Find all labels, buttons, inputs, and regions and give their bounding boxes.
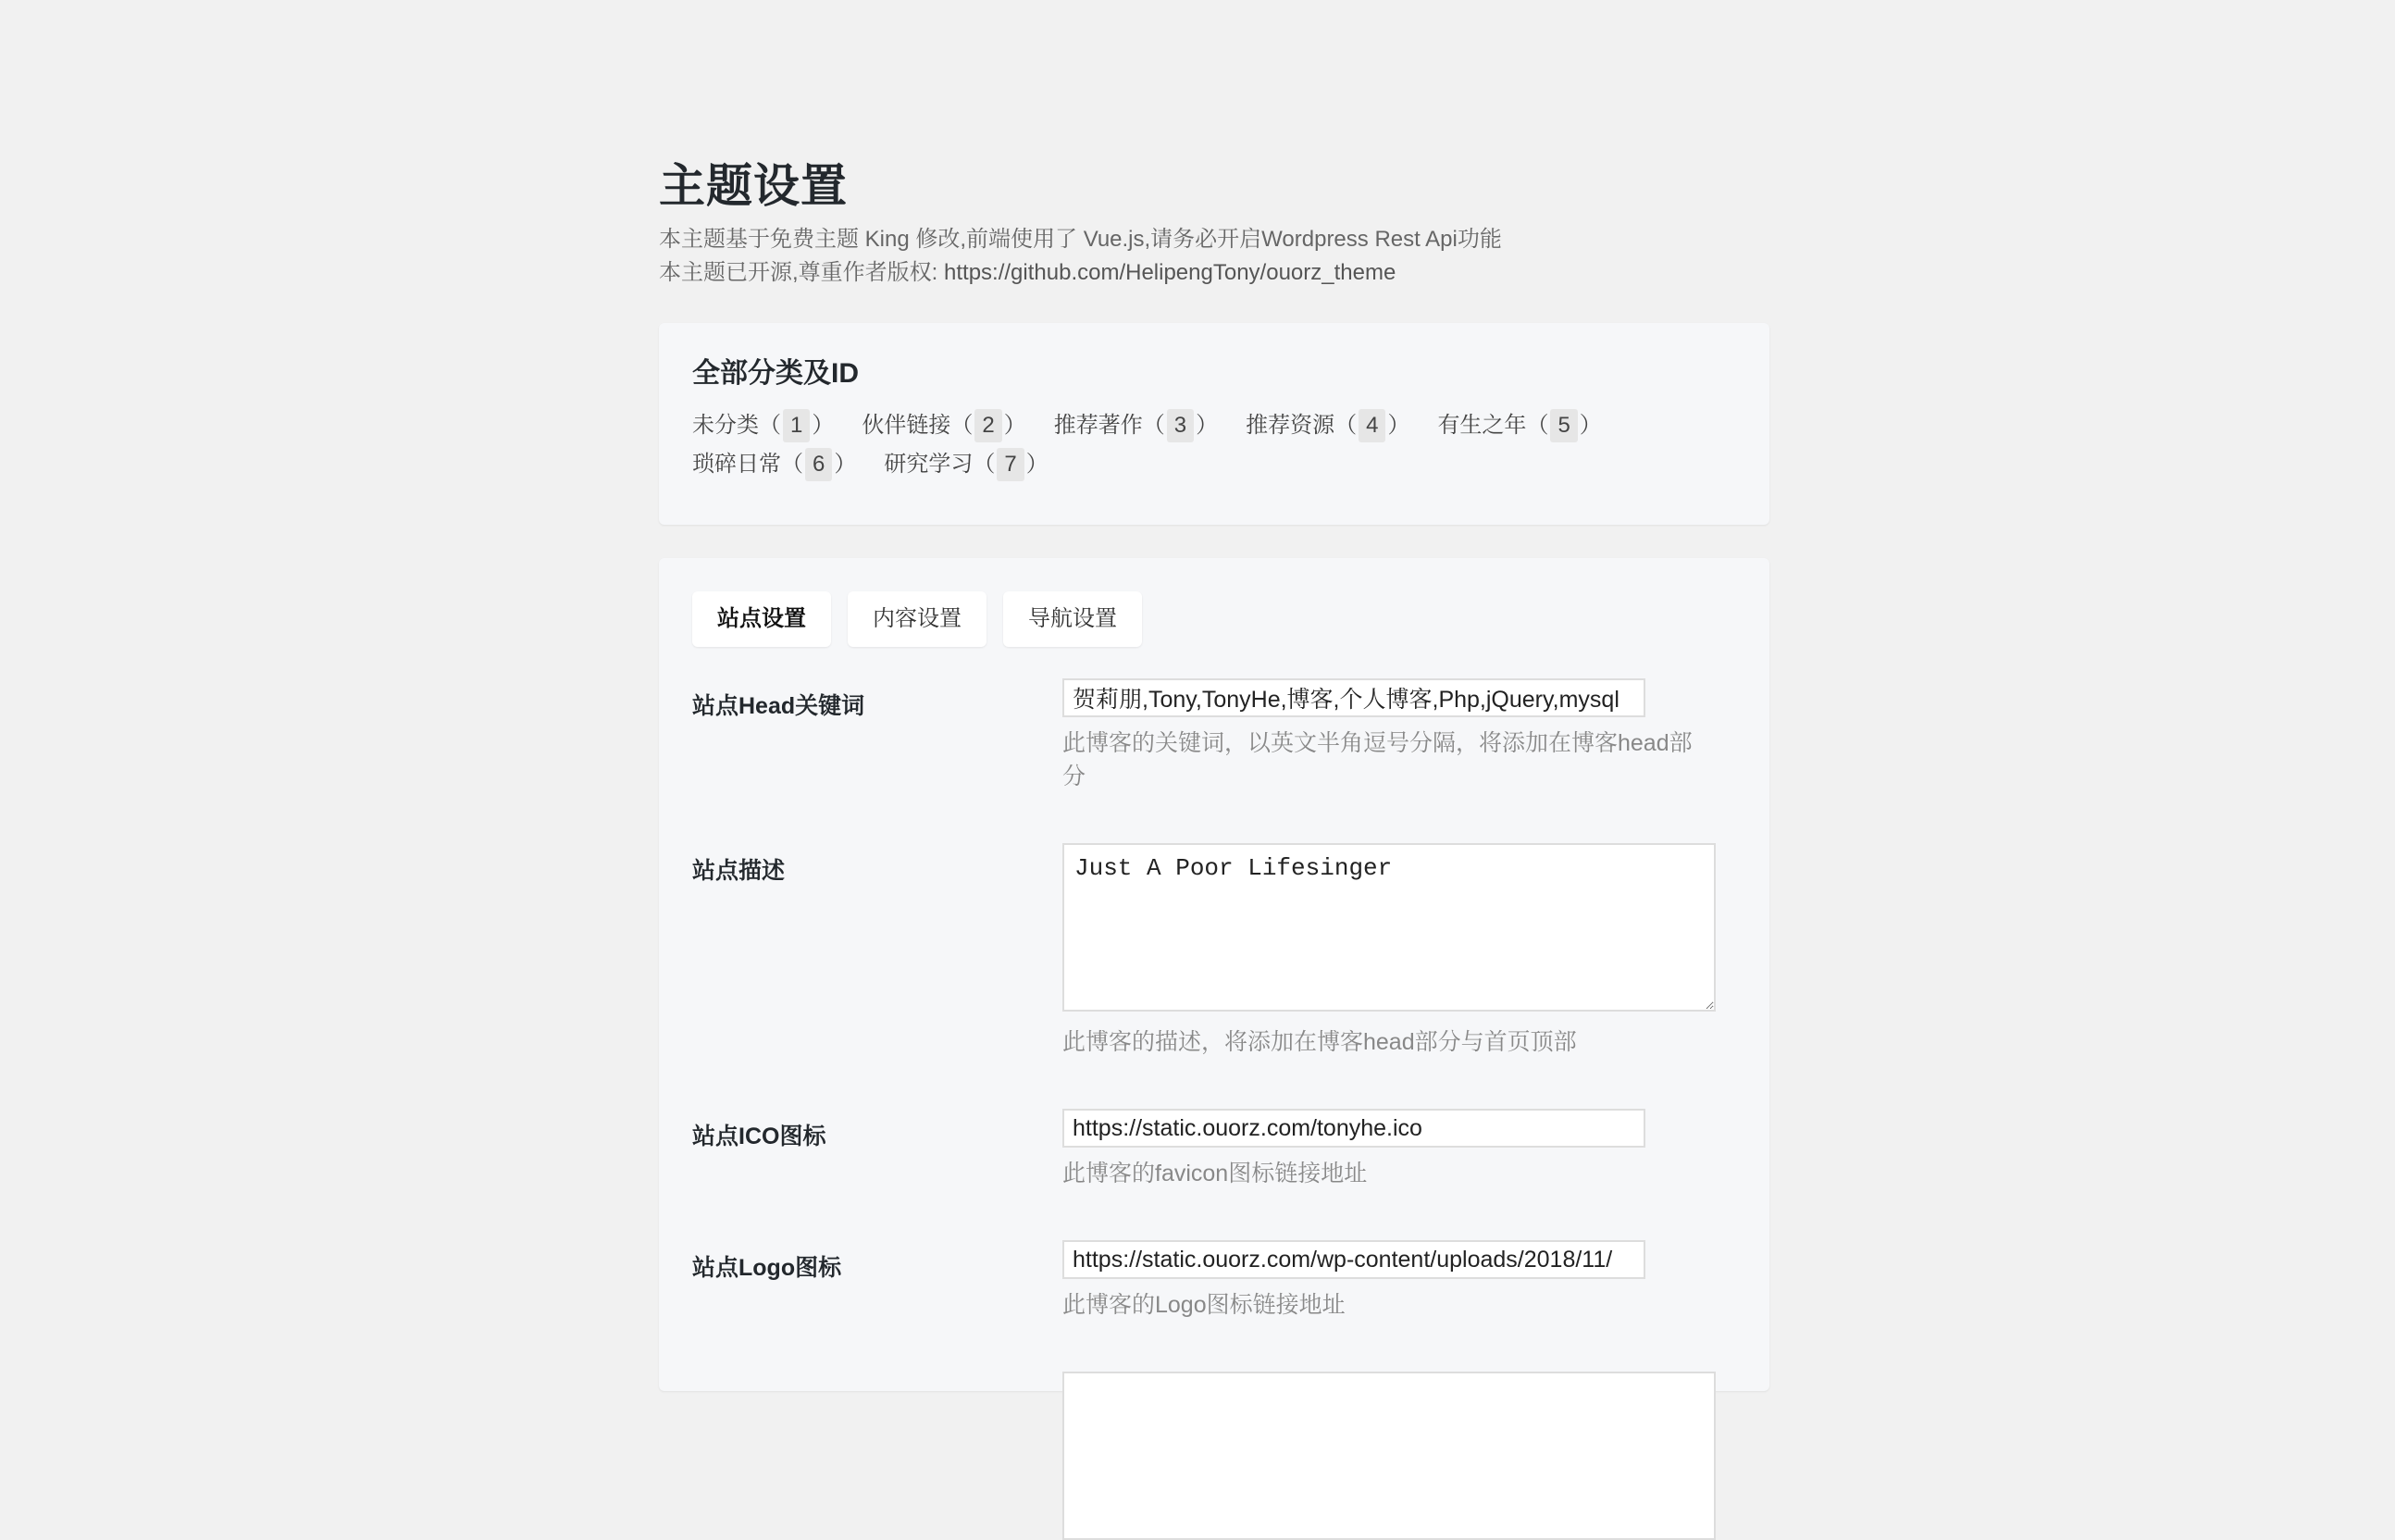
category-item — [692, 406, 834, 445]
category-item — [1437, 406, 1601, 445]
logo-input[interactable] — [1062, 1240, 1645, 1279]
category-item — [1054, 406, 1218, 445]
paren-open: （ — [950, 413, 974, 438]
page-title: 主题设置 — [659, 160, 848, 212]
intro-line-2-prefix: 本主题已开源,尊重作者版权: — [659, 260, 945, 285]
keywords-desc: 此博客的关键词，以英文半角逗号分隔，将添加在博客head部分 — [1062, 730, 1693, 789]
field-row-description — [692, 843, 1736, 1059]
category-item — [692, 445, 856, 484]
category-id-badge: 7 — [997, 448, 1024, 481]
category-item — [862, 406, 1025, 445]
logo-label: 站点Logo图标 — [692, 1255, 842, 1281]
intro-line-1: 本主题基于免费主题 King 修改,前端使用了 Vue.js,请务必开启Wordpress Rest Api功能 — [659, 227, 1502, 252]
ico-input[interactable] — [1062, 1109, 1645, 1148]
settings-card — [659, 558, 1769, 1391]
paren-open: （ — [973, 452, 996, 477]
categories-card — [659, 323, 1769, 525]
category-id-badge: 2 — [974, 409, 1001, 442]
keywords-input[interactable] — [1062, 678, 1645, 717]
partial-label — [692, 1372, 1062, 1540]
field-row-logo — [692, 1240, 1736, 1322]
ico-desc: 此博客的favicon图标链接地址 — [1062, 1161, 1368, 1186]
description-textarea[interactable] — [1062, 843, 1716, 1012]
tab-content[interactable]: 内容设置 — [848, 591, 987, 647]
intro-line-2 — [659, 256, 1769, 290]
ico-label: 站点ICO图标 — [692, 1124, 826, 1149]
category-name: 未分类 — [692, 413, 759, 438]
paren-open: （ — [1334, 413, 1358, 438]
category-name: 琐碎日常 — [692, 452, 781, 477]
category-row — [692, 406, 1736, 445]
description-label: 站点描述 — [692, 858, 786, 884]
category-row — [692, 445, 1736, 484]
intro-text — [659, 223, 1769, 290]
paren-open: （ — [1526, 413, 1549, 438]
category-id-badge: 3 — [1167, 409, 1194, 442]
github-link: https://github.com/HelipengTony/ouorz_theme — [944, 260, 1396, 285]
partial-textarea[interactable] — [1062, 1372, 1716, 1540]
paren-close: ） — [1025, 452, 1049, 477]
logo-desc: 此博客的Logo图标链接地址 — [1062, 1292, 1346, 1318]
tab-site[interactable]: 站点设置 — [692, 591, 831, 647]
paren-open: （ — [781, 452, 803, 477]
category-name: 伙伴链接 — [862, 413, 951, 438]
paren-close: ） — [834, 452, 857, 477]
category-id-badge: 6 — [805, 448, 832, 481]
tab-nav[interactable]: 导航设置 — [1003, 591, 1142, 647]
categories-title: 全部分类及ID — [692, 358, 859, 389]
category-name: 研究学习 — [884, 452, 974, 477]
keywords-label: 站点Head关键词 — [692, 693, 865, 719]
paren-open: （ — [1142, 413, 1165, 438]
paren-close: ） — [1579, 413, 1602, 438]
category-id-badge: 5 — [1550, 409, 1577, 442]
theme-settings-page — [659, 153, 1769, 1391]
field-row-ico — [692, 1109, 1736, 1190]
field-row-keywords — [692, 678, 1736, 793]
category-name: 推荐著作 — [1053, 413, 1143, 438]
category-name: 推荐资源 — [1246, 413, 1335, 438]
category-id-badge: 4 — [1359, 409, 1385, 442]
paren-close: ） — [812, 413, 835, 438]
paren-close: ） — [1003, 413, 1026, 438]
field-row-partial — [692, 1372, 1736, 1540]
description-desc: 此博客的描述，将添加在博客head部分与首页顶部 — [1062, 1029, 1577, 1055]
category-name: 有生之年 — [1437, 413, 1527, 438]
paren-open: （ — [759, 413, 781, 438]
category-item — [884, 445, 1048, 484]
categories-list — [692, 406, 1736, 484]
category-item — [1246, 406, 1409, 445]
paren-close: ） — [1387, 413, 1410, 438]
category-id-badge: 1 — [783, 409, 810, 442]
paren-close: ） — [1196, 413, 1219, 438]
settings-tabs — [692, 591, 1736, 647]
